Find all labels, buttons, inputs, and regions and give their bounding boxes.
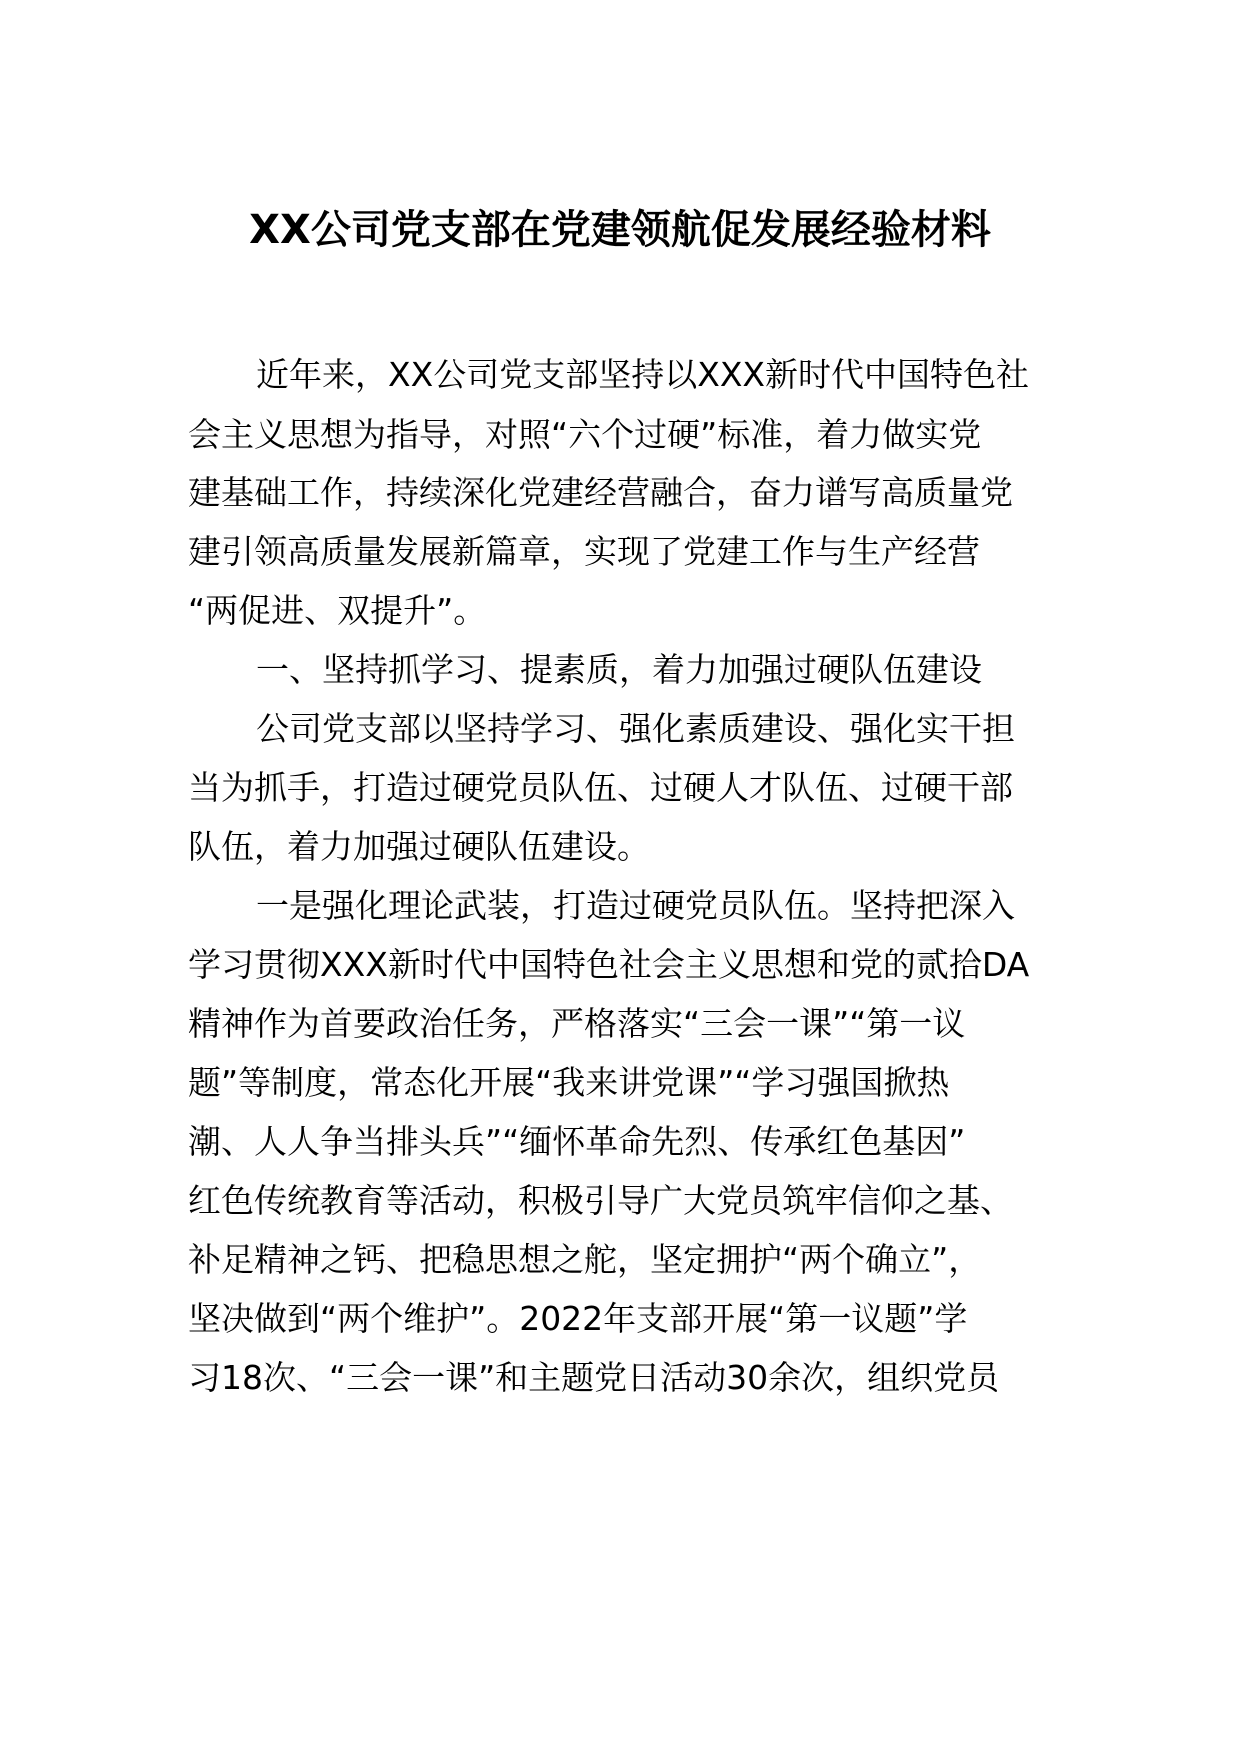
body-line: 习18次、“三会一课”和主题党日活动30余次，组织党员 (188, 1358, 1000, 1397)
body-line: 会主义思想为指导，对照“六个过硬”标准，着力做实党 (188, 415, 982, 454)
body-line: 队伍，着力加强过硬队伍建设。 (188, 827, 650, 866)
body-line: 当为抓手，打造过硬党员队伍、过硬人才队伍、过硬干部 (188, 768, 1013, 807)
body-line: 公司党支部以坚持学习、强化素质建设、强化实干担 (256, 709, 1015, 748)
body-line: 红色传统教育等活动，积极引导广大党员筑牢信仰之基、 (188, 1181, 1013, 1220)
document-title: XX公司党支部在党建领航促发展经验材料 (249, 207, 991, 253)
body-line: 建基础工作，持续深化党建经营融合，奋力谱写高质量党 (188, 473, 1013, 512)
body-line: 题”等制度，常态化开展“我来讲党课”“学习强国掀热 (188, 1063, 950, 1102)
body-line: 近年来，XX公司党支部坚持以XXX新时代中国特色社 (256, 355, 1030, 394)
body-line: 精神作为首要政治任务，严格落实“三会一课”“第一议 (188, 1004, 966, 1043)
section-heading: 一、坚持抓学习、提素质，着力加强过硬队伍建设 (256, 650, 982, 689)
body-line: 建引领高质量发展新篇章，实现了党建工作与生产经营 (188, 532, 980, 571)
body-line: 补足精神之钙、把稳思想之舵，坚定拥护“两个确立”， (188, 1240, 982, 1279)
body-line: “两促进、双提升”。 (188, 591, 487, 630)
body-line: 学习贯彻XXX新时代中国特色社会主义思想和党的贰拾DA (188, 945, 1030, 984)
body-line: 潮、人人争当排头兵”“缅怀革命先烈、传承红色基因” (188, 1122, 966, 1161)
body-line: 坚决做到“两个维护”。2022年支部开展“第一议题”学 (188, 1299, 968, 1338)
body-line: 一是强化理论武装，打造过硬党员队伍。坚持把深入 (256, 886, 1015, 925)
